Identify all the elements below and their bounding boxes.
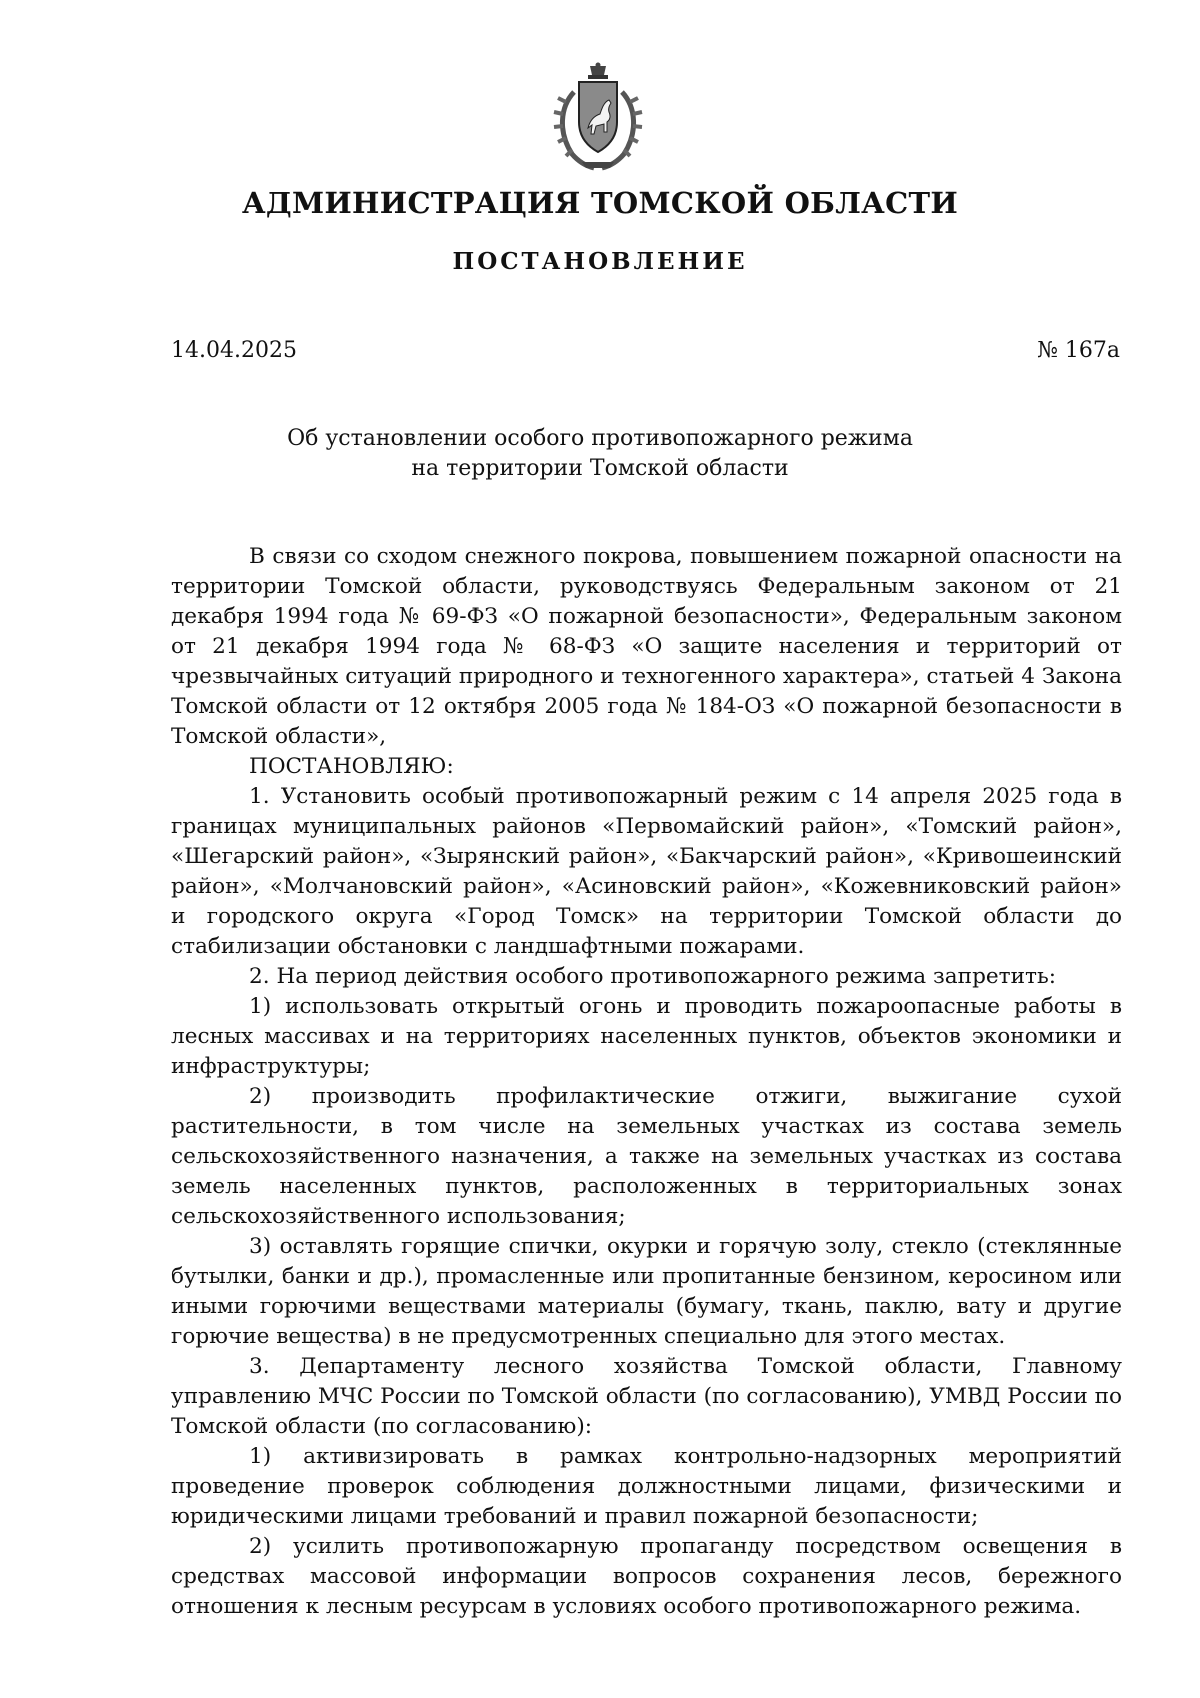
document-type: ПОСТАНОВЛЕНИЕ (452, 248, 748, 275)
clause-2: 2. На период действия особого противопожарного режима запретить: (249, 964, 1056, 989)
clause-2-item-3: 3) оставлять горящие спички, окурки и горячую золу, стекло (стеклянные бутылки, банки и др.), промасленные или пропитанные бензином, керосином или иными горючими веществами материалы (бумагу, ткань, паклю, вату и другие горючие вещества) в не предусмотренных специально для этого местах. (171, 1234, 1122, 1349)
clause-1: 1. Установить особый противопожарный режим с 14 апреля 2025 года в границах муниципальных районов «Первомайский район», «Томский район», «Шегарский район», «Зырянский район», «Бакчарский район», «Кривошеинский район», «Молчановский район», «Асиновский район», «Кожевниковский район» и городского округа «Город Томск» на территории Томской области до стабилизации обстановки с ландшафтными пожарами. (171, 784, 1122, 959)
document-date: 14.04.2025 (171, 338, 297, 363)
authority-name: АДМИНИСТРАЦИЯ ТОМСКОЙ ОБЛАСТИ (241, 186, 959, 220)
document-body (171, 542, 1122, 1622)
coat-of-arms-emblem (552, 62, 644, 174)
title-line-1: Об установлении особого противопожарного режима (287, 426, 913, 451)
preamble-paragraph: В связи со сходом снежного покрова, повышением пожарной опасности на территории Томской области, руководствуясь Федеральным законом от 21 декабря 1994 года № 69-ФЗ «О пожарной безопасности», Федеральным законом от 21 декабря 1994 года № 68-ФЗ «О защите населения и территорий от чрезвычайных ситуаций природного и техногенного характера», статьей 4 Закона Томской области от 12 октября 2005 года № 184-ОЗ «О пожарной безопасности в Томской области», (171, 544, 1122, 749)
document-number: № 167а (1037, 338, 1120, 363)
clause-3: 3. Департаменту лесного хозяйства Томской области, Главному управлению МЧС России по Томской области (по согласованию), УМВД России по Томской области (по согласованию): (171, 1354, 1122, 1439)
title-line-2: на территории Томской области (411, 456, 789, 481)
clause-3-item-2: 2) усилить противопожарную пропаганду посредством освещения в средствах массовой информации вопросов сохранения лесов, бережного отношения к лесным ресурсам в условиях особого противопожарного режима. (171, 1534, 1122, 1619)
clause-2-item-2: 2) производить профилактические отжиги, выжигание сухой растительности, в том числе на земельных участках из состава земель сельскохозяйственного назначения, а также на земельных участках из состава земель населенных пунктов, расположенных в территориальных зонах сельскохозяйственного использования; (171, 1084, 1122, 1229)
resolve-line: ПОСТАНОВЛЯЮ: (249, 754, 454, 779)
clause-2-item-1: 1) использовать открытый огонь и проводить пожароопасные работы в лесных массивах и на территориях населенных пунктов, объектов экономики и инфраструктуры; (171, 994, 1122, 1079)
clause-3-item-1: 1) активизировать в рамках контрольно-надзорных мероприятий проведение проверок соблюдения должностными лицами, физическими и юридическими лицами требований и правил пожарной безопасности; (171, 1444, 1122, 1529)
document-title (0, 424, 1200, 484)
